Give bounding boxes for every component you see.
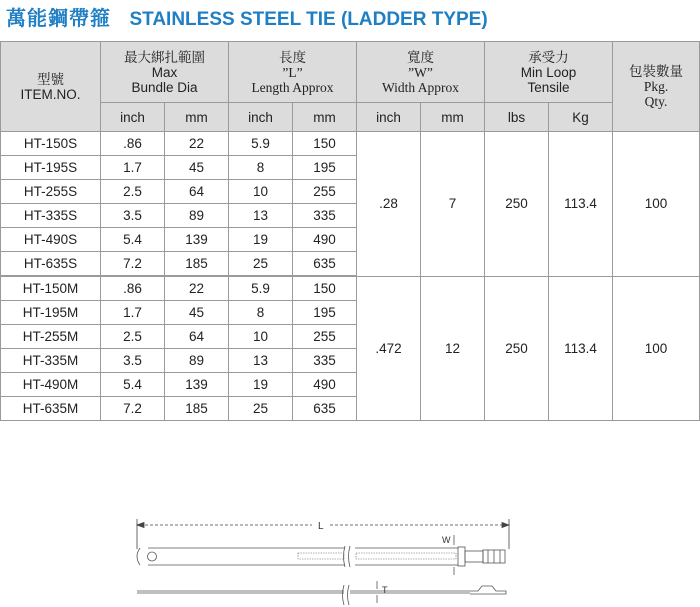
tie-side-view <box>137 581 506 605</box>
table-row: HT-195M 1.7 45 8 195 <box>1 301 700 325</box>
unit-width-inch: inch <box>357 103 421 132</box>
unit-width-mm: mm <box>421 103 485 132</box>
table-row: HT-255S 2.5 64 10 255 <box>1 180 700 204</box>
unit-length-mm: mm <box>293 103 357 132</box>
table-row: HT-150S .86 22 5.9 150 .28 7 250 113.4 100 <box>1 132 700 156</box>
group-width-mm: 7 <box>421 132 485 277</box>
group-lbs: 250 <box>485 132 549 277</box>
unit-tensile-lbs: lbs <box>485 103 549 132</box>
header-item: 型號 ITEM.NO. <box>1 42 101 132</box>
table-row: HT-490M 5.4 139 19 490 <box>1 373 700 397</box>
spec-table <box>0 41 700 421</box>
group-width-mm: 12 <box>421 276 485 421</box>
group-kg: 113.4 <box>549 276 613 421</box>
group-qty: 100 <box>613 276 700 421</box>
unit-bundle-mm: mm <box>165 103 229 132</box>
group-lbs: 250 <box>485 276 549 421</box>
page-title <box>6 2 488 30</box>
table-row: HT-335M 3.5 89 13 335 <box>1 349 700 373</box>
unit-bundle-inch: inch <box>101 103 165 132</box>
group-width-inch: .28 <box>357 132 421 277</box>
unit-tensile-kg: Kg <box>549 103 613 132</box>
tie-ladder-slots <box>298 553 456 559</box>
table-row: HT-635S 7.2 185 25 635 <box>1 252 700 277</box>
header-bundle: 最大綁扎範圍 Max Bundle Dia <box>101 42 229 103</box>
cable-tie-diagram <box>0 505 700 607</box>
group-kg: 113.4 <box>549 132 613 277</box>
title-english: STAINLESS STEEL TIE (LADDER TYPE) <box>129 9 488 30</box>
header-tensile: 承受力 Min Loop Tensile <box>485 42 613 103</box>
group-width-inch: .472 <box>357 276 421 421</box>
table-row: HT-195S 1.7 45 8 195 <box>1 156 700 180</box>
table-row: HT-255M 2.5 64 10 255 <box>1 325 700 349</box>
table-row: HT-490S 5.4 139 19 490 <box>1 228 700 252</box>
table-row: HT-150M .86 22 5.9 150 .472 12 250 113.4 100 <box>1 276 700 301</box>
group-qty: 100 <box>613 132 700 277</box>
unit-length-inch: inch <box>229 103 293 132</box>
header-qty: 包裝數量 Pkg. Qty. <box>613 42 700 132</box>
table-row: HT-335S 3.5 89 13 335 <box>1 204 700 228</box>
label-t: T <box>382 585 388 595</box>
label-l: L <box>318 521 324 532</box>
header-length: 長度 ”L” Length Approx <box>229 42 357 103</box>
label-w: W <box>442 535 451 545</box>
header-width: 寬度 ”W” Width Approx <box>357 42 485 103</box>
table-row: HT-635M 7.2 185 25 635 <box>1 397 700 421</box>
title-chinese: 萬能鋼帶箍 <box>6 8 111 30</box>
